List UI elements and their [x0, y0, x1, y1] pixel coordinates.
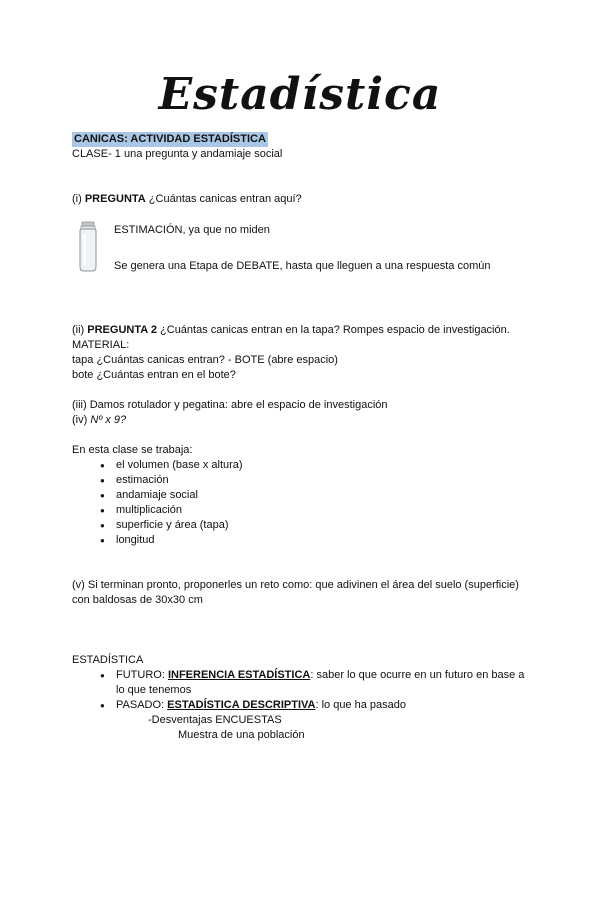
bullet-icon: ● [100, 521, 105, 530]
bullet-icon: ● [100, 461, 105, 470]
bullet-icon: ● [100, 491, 105, 500]
pasado-term: ESTADÍSTICA DESCRIPTIVA [167, 699, 316, 711]
material-title: MATERIAL: [72, 339, 130, 351]
clase-line: CLASE- 1 una pregunta y andamiaje social [72, 148, 283, 160]
question-2-label: PREGUNTA 2 [87, 324, 157, 336]
page-title: Estadística [158, 69, 442, 120]
bullet-icon: ● [100, 671, 105, 680]
list-item-label: estimación [116, 474, 169, 486]
bullet-icon: ● [100, 506, 105, 515]
list-item [100, 698, 528, 713]
jar-note-2: Se genera una Etapa de DEBATE, hasta que lleguen a una respuesta común [114, 260, 491, 272]
item-iv-text: Nº x 9? [90, 414, 127, 426]
list-item [100, 488, 528, 503]
question-1-number: (i) [72, 193, 85, 205]
item-v-text: Si terminan pronto, proponerles un reto como: que adivinen el área del suelo (superficie) con baldosas de 30x30 cm [72, 579, 519, 606]
document-page [0, 69, 600, 920]
item-v-number: (v) [72, 579, 85, 591]
list-item-label: superficie y área (tapa) [116, 519, 229, 531]
question-2-number: (ii) [72, 324, 88, 336]
futuro-term: INFERENCIA ESTADÍSTICA [167, 669, 311, 681]
jar-notes [114, 221, 491, 278]
stats-title: ESTADÍSTICA [72, 654, 144, 666]
list-item-label: el volumen (base x altura) [116, 459, 243, 471]
question-1-label: PREGUNTA [84, 193, 146, 205]
question-1-line [72, 192, 528, 207]
stats-pasado-line [116, 698, 406, 713]
question-1-text: ¿Cuántas canicas entran aquí? [145, 193, 302, 205]
stats-sub-line-1: -Desventajas ENCUESTAS [148, 714, 282, 726]
section-heading-row [72, 118, 528, 147]
work-bullet-list [72, 458, 528, 548]
stats-bullet-list [72, 668, 528, 713]
jar-note-block [76, 221, 528, 278]
material-line-1: tapa ¿Cuántas canicas entran? - BOTE (abre espacio) [72, 354, 338, 366]
list-item [100, 503, 528, 518]
pasado-rest: : lo que ha pasado [315, 699, 406, 711]
question-2-line [72, 323, 528, 338]
futuro-prefix: FUTURO: [116, 669, 168, 681]
list-item [100, 668, 528, 698]
stats-sub-line-2: Muestra de una población [178, 729, 305, 741]
item-iii-line: (iii) Damos rotulador y pegatina: abre el espacio de investigación [72, 399, 388, 411]
highlighted-heading: CANICAS: ACTIVIDAD ESTADÍSTICA [74, 133, 266, 145]
question-2-text: ¿Cuántas canicas entran en la tapa? Rompes espacio de investigación. [156, 324, 510, 336]
list-item [100, 458, 528, 473]
work-intro-line: En esta clase se trabaja: [72, 444, 193, 456]
list-item [100, 533, 528, 548]
list-item-label: andamiaje social [116, 489, 198, 501]
list-item-label: multiplicación [116, 504, 183, 516]
item-iv-number: (iv) [72, 414, 91, 426]
item-iv-line [72, 413, 528, 428]
material-line-2: bote ¿Cuántas entran en el bote? [72, 369, 236, 381]
bullet-icon: ● [100, 476, 105, 485]
jar-note-1: ESTIMACIÓN, ya que no miden [114, 224, 270, 236]
item-v-line [72, 578, 528, 608]
stats-futuro-line [116, 668, 528, 698]
list-item [100, 473, 528, 488]
bullet-icon: ● [100, 701, 105, 710]
pasado-prefix: PASADO: [116, 699, 168, 711]
list-item [100, 518, 528, 533]
futuro-rest: : saber lo que ocurre en un futuro en base a lo que tenemos [116, 669, 525, 696]
jar-icon [76, 221, 100, 278]
bullet-icon: ● [100, 536, 105, 545]
list-item-label: longitud [116, 534, 155, 546]
